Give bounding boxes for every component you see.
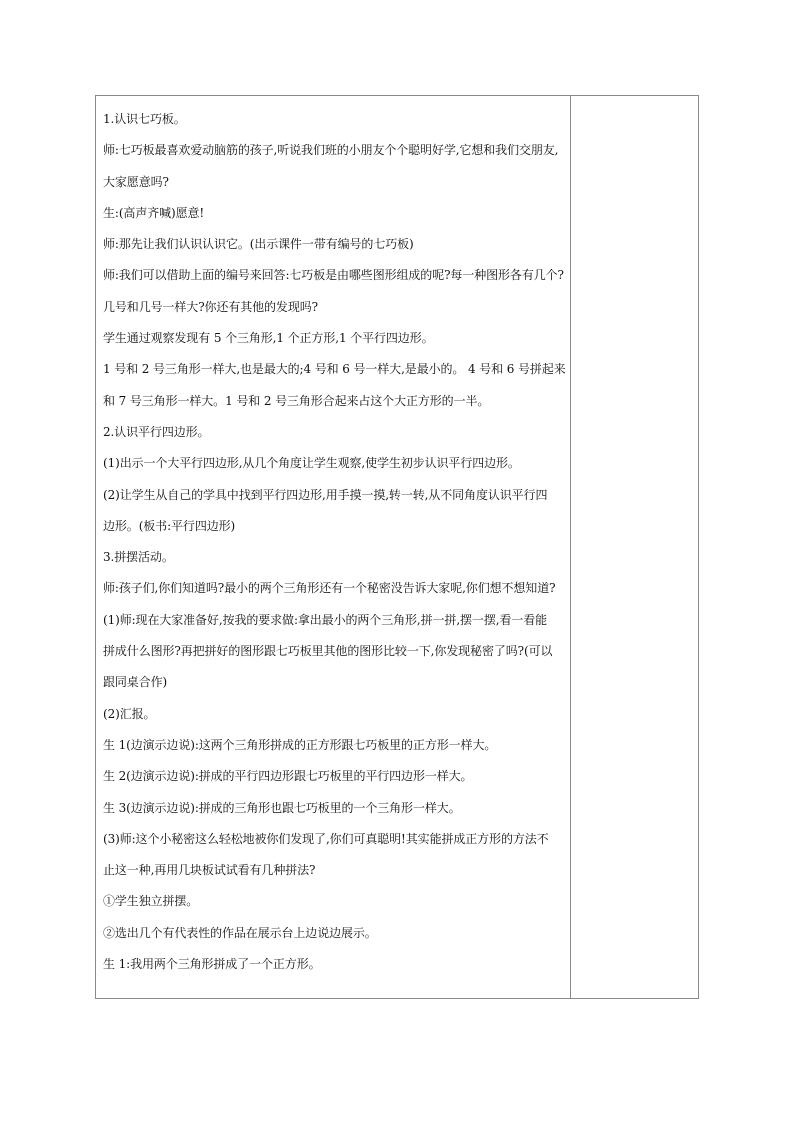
text-line: ①学生独立拼摆。 (103, 894, 199, 909)
text-line: 1.认识七巧板。 (103, 112, 186, 126)
text-line: 师:七巧板最喜欢爱动脑筋的孩子,听说我们班的小朋友个个聪明好学,它想和我们交朋友, (103, 143, 559, 158)
lesson-plan-table (95, 95, 699, 999)
text-line: ②选出几个有代表性的作品在展示台上边说边展示。 (103, 925, 377, 940)
text-line: (3)师:这个小秘密这么轻松地被你们发现了,你们可真聪明!其实能拼成正方形的方法不 (103, 831, 549, 846)
text-line: 生 1(边演示边说):这两个三角形拼成的正方形跟七巧板里的正方形一样大。 (103, 737, 497, 752)
text-line: 大家愿意吗? (103, 174, 169, 189)
text-line: 生:(高声齐喊)愿意! (103, 205, 205, 220)
text-line: 和 7 号三角形一样大。1 号和 2 号三角形合起来占这个大正方形的一半。 (103, 393, 490, 408)
text-line: 边形。(板书:平行四边形) (103, 518, 236, 533)
text-line: 1 号和 2 号三角形一样大,也是最大的;4 号和 6 号一样大,是最小的。 4 号和 6 号拼起来 (103, 362, 566, 377)
text-line: 生 1:我用两个三角形拼成了一个正方形。 (103, 957, 321, 972)
text-line: 2.认识平行四边形。 (103, 424, 210, 439)
text-line: 3.拼摆活动。 (103, 550, 174, 565)
text-line: 生 2(边演示边说):拼成的平行四边形跟七巧板里的平行四边形一样大。 (103, 769, 473, 784)
text-line: (2)汇报。 (103, 706, 156, 721)
text-line: 拼成什么图形?再把拼好的图形跟七巧板里其他的图形比较一下,你发现秘密了吗?(可以 (103, 644, 553, 659)
text-line: (2)让学生从自己的学具中找到平行四边形,用手摸一摸,转一转,从不同角度认识平行四 (103, 487, 548, 502)
text-line: (1)师:现在大家准备好,按我的要求做:拿出最小的两个三角形,拼一拼,摆一摆,看一看能 (103, 612, 548, 627)
text-line: 学生通过观察发现有 5 个三角形,1 个正方形,1 个平行四边形。 (103, 331, 434, 346)
text-line: 师:孩子们,你们知道吗?最小的两个三角形还有一个秘密没告诉大家呢,你们想不想知道? (103, 581, 556, 596)
text-line: 师:那先让我们认识认识它。(出示课件一带有编号的七巧板) (103, 237, 414, 252)
text-line: (1)出示一个大平行四边形,从几个角度让学生观察,使学生初步认识平行四边形。 (103, 456, 520, 471)
text-line: 几号和几号一样大?你还有其他的发现吗? (103, 299, 318, 314)
text-line: 止这一种,再用几块板试试看有几种拼法? (103, 863, 316, 878)
text-line: 跟同桌合作) (103, 675, 168, 690)
lesson-content-cell (96, 96, 571, 998)
text-line: 生 3(边演示边说):拼成的三角形也跟七巧板里的一个三角形一样大。 (103, 800, 461, 815)
notes-cell (571, 96, 698, 998)
text-line: 师:我们可以借助上面的编号来回答:七巧板是由哪些图形组成的呢?每一种图形各有几个? (103, 268, 564, 283)
